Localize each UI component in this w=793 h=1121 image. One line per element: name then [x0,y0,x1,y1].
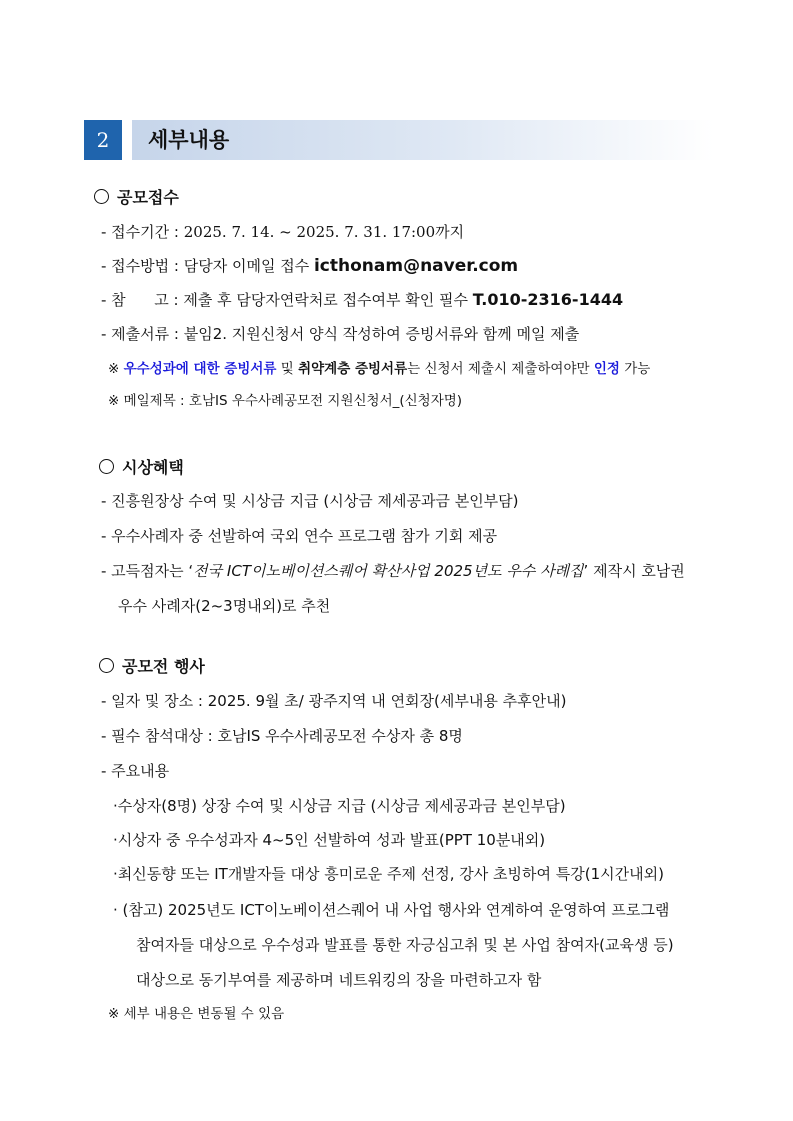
submission-heading-text: 공모접수 [117,188,179,207]
casebook-title: 전국 ICT이노베이션스퀘어 확산사업 2025년도 우수 사례집 [193,562,584,580]
note-text: 및 [276,361,299,377]
awards-heading [99,458,184,478]
submission-tel: T.010-2316-1444 [472,290,624,309]
event-sub-item-continuation: 참여자들 대상으로 우수성과 발표를 통한 자긍심고취 및 본 사업 참여자(교육생 등) [136,936,674,954]
submission-period-label: - 접수기간 : [101,223,184,241]
event-heading-text: 공모전 행사 [122,657,205,676]
submission-reference [101,290,623,310]
section-title: 세부내용 [148,128,230,152]
section-header [84,120,714,160]
awards-item-text: ’ 제작시 호남권 [583,562,685,580]
submission-note-evidence [108,359,650,379]
event-note: ※ 세부 내용은 변동될 수 있음 [108,1006,285,1022]
circle-bullet-icon [99,459,114,474]
event-main-label: - 주요내용 [101,762,170,780]
awards-item: - 우수사례자 중 선발하여 국외 연수 프로그램 참가 기회 제공 [101,527,498,545]
circle-bullet-icon [99,658,114,673]
event-sub-item: · (참고) 2025년도 ICT이노베이션스퀘어 내 사업 행사와 연계하여 운영하여 프로그램 [113,901,670,919]
section-number: 2 [84,120,122,160]
event-date-place: - 일자 및 장소 : 2025. 9월 초/ 광주지역 내 연회장(세부내용 추후안내) [101,692,567,710]
submission-period [101,222,464,242]
note-vulnerable-highlight: 취약계층 증빙서류 [298,361,408,377]
note-evidence-highlight: 우수성과에 대한 증빙서류 [123,361,277,377]
note-mark: ※ [108,361,124,377]
note-recognition-highlight: 인정 [593,361,620,377]
submission-email: icthonam@naver.com [313,256,519,276]
awards-item-continuation: 우수 사례자(2~3명내외)로 추천 [118,597,331,615]
event-sub-item: ·수상자(8명) 상장 수여 및 시상금 지급 (시상금 제세공과금 본인부담) [113,797,566,815]
note-text: 가능 [619,361,651,377]
awards-item [101,561,685,581]
event-sub-item: ·최신동향 또는 IT개발자들 대상 흥미로운 주제 선정, 강사 초빙하여 특강(1시간내외) [113,865,664,883]
submission-method [101,256,518,276]
awards-item-text: - 고득점자는 ‘ [101,562,194,580]
event-sub-item: ·시상자 중 우수성과자 4~5인 선발하여 성과 발표(PPT 10분내외) [113,831,546,849]
event-sub-item-continuation: 대상으로 동기부여를 제공하며 네트워킹의 장을 마련하고자 함 [136,971,542,989]
submission-period-value: 2025. 7. 14. ~ 2025. 7. 31. 17:00까지 [183,223,465,241]
submission-documents: - 제출서류 : 붙임2. 지원신청서 양식 작성하여 증빙서류와 함께 메일 제출 [101,325,580,343]
note-text: 는 신청서 제출시 제출하여야만 [407,361,594,377]
submission-heading [94,188,179,208]
submission-method-label: - 접수방법 : 담당자 이메일 접수 [101,257,314,275]
submission-note-email-title: ※ 메일제목 : 호남IS 우수사례공모전 지원신청서_(신청자명) [108,393,463,409]
awards-heading-text: 시상혜택 [122,458,184,477]
submission-reference-label: - 참 고 : 제출 후 담당자연락처로 접수여부 확인 필수 [101,291,473,309]
event-attendees: - 필수 참석대상 : 호남IS 우수사례공모전 수상자 총 8명 [101,727,463,745]
awards-item: - 진흥원장상 수여 및 시상금 지급 (시상금 제세공과금 본인부담) [101,492,519,510]
circle-bullet-icon [94,189,109,204]
event-heading [99,657,205,677]
